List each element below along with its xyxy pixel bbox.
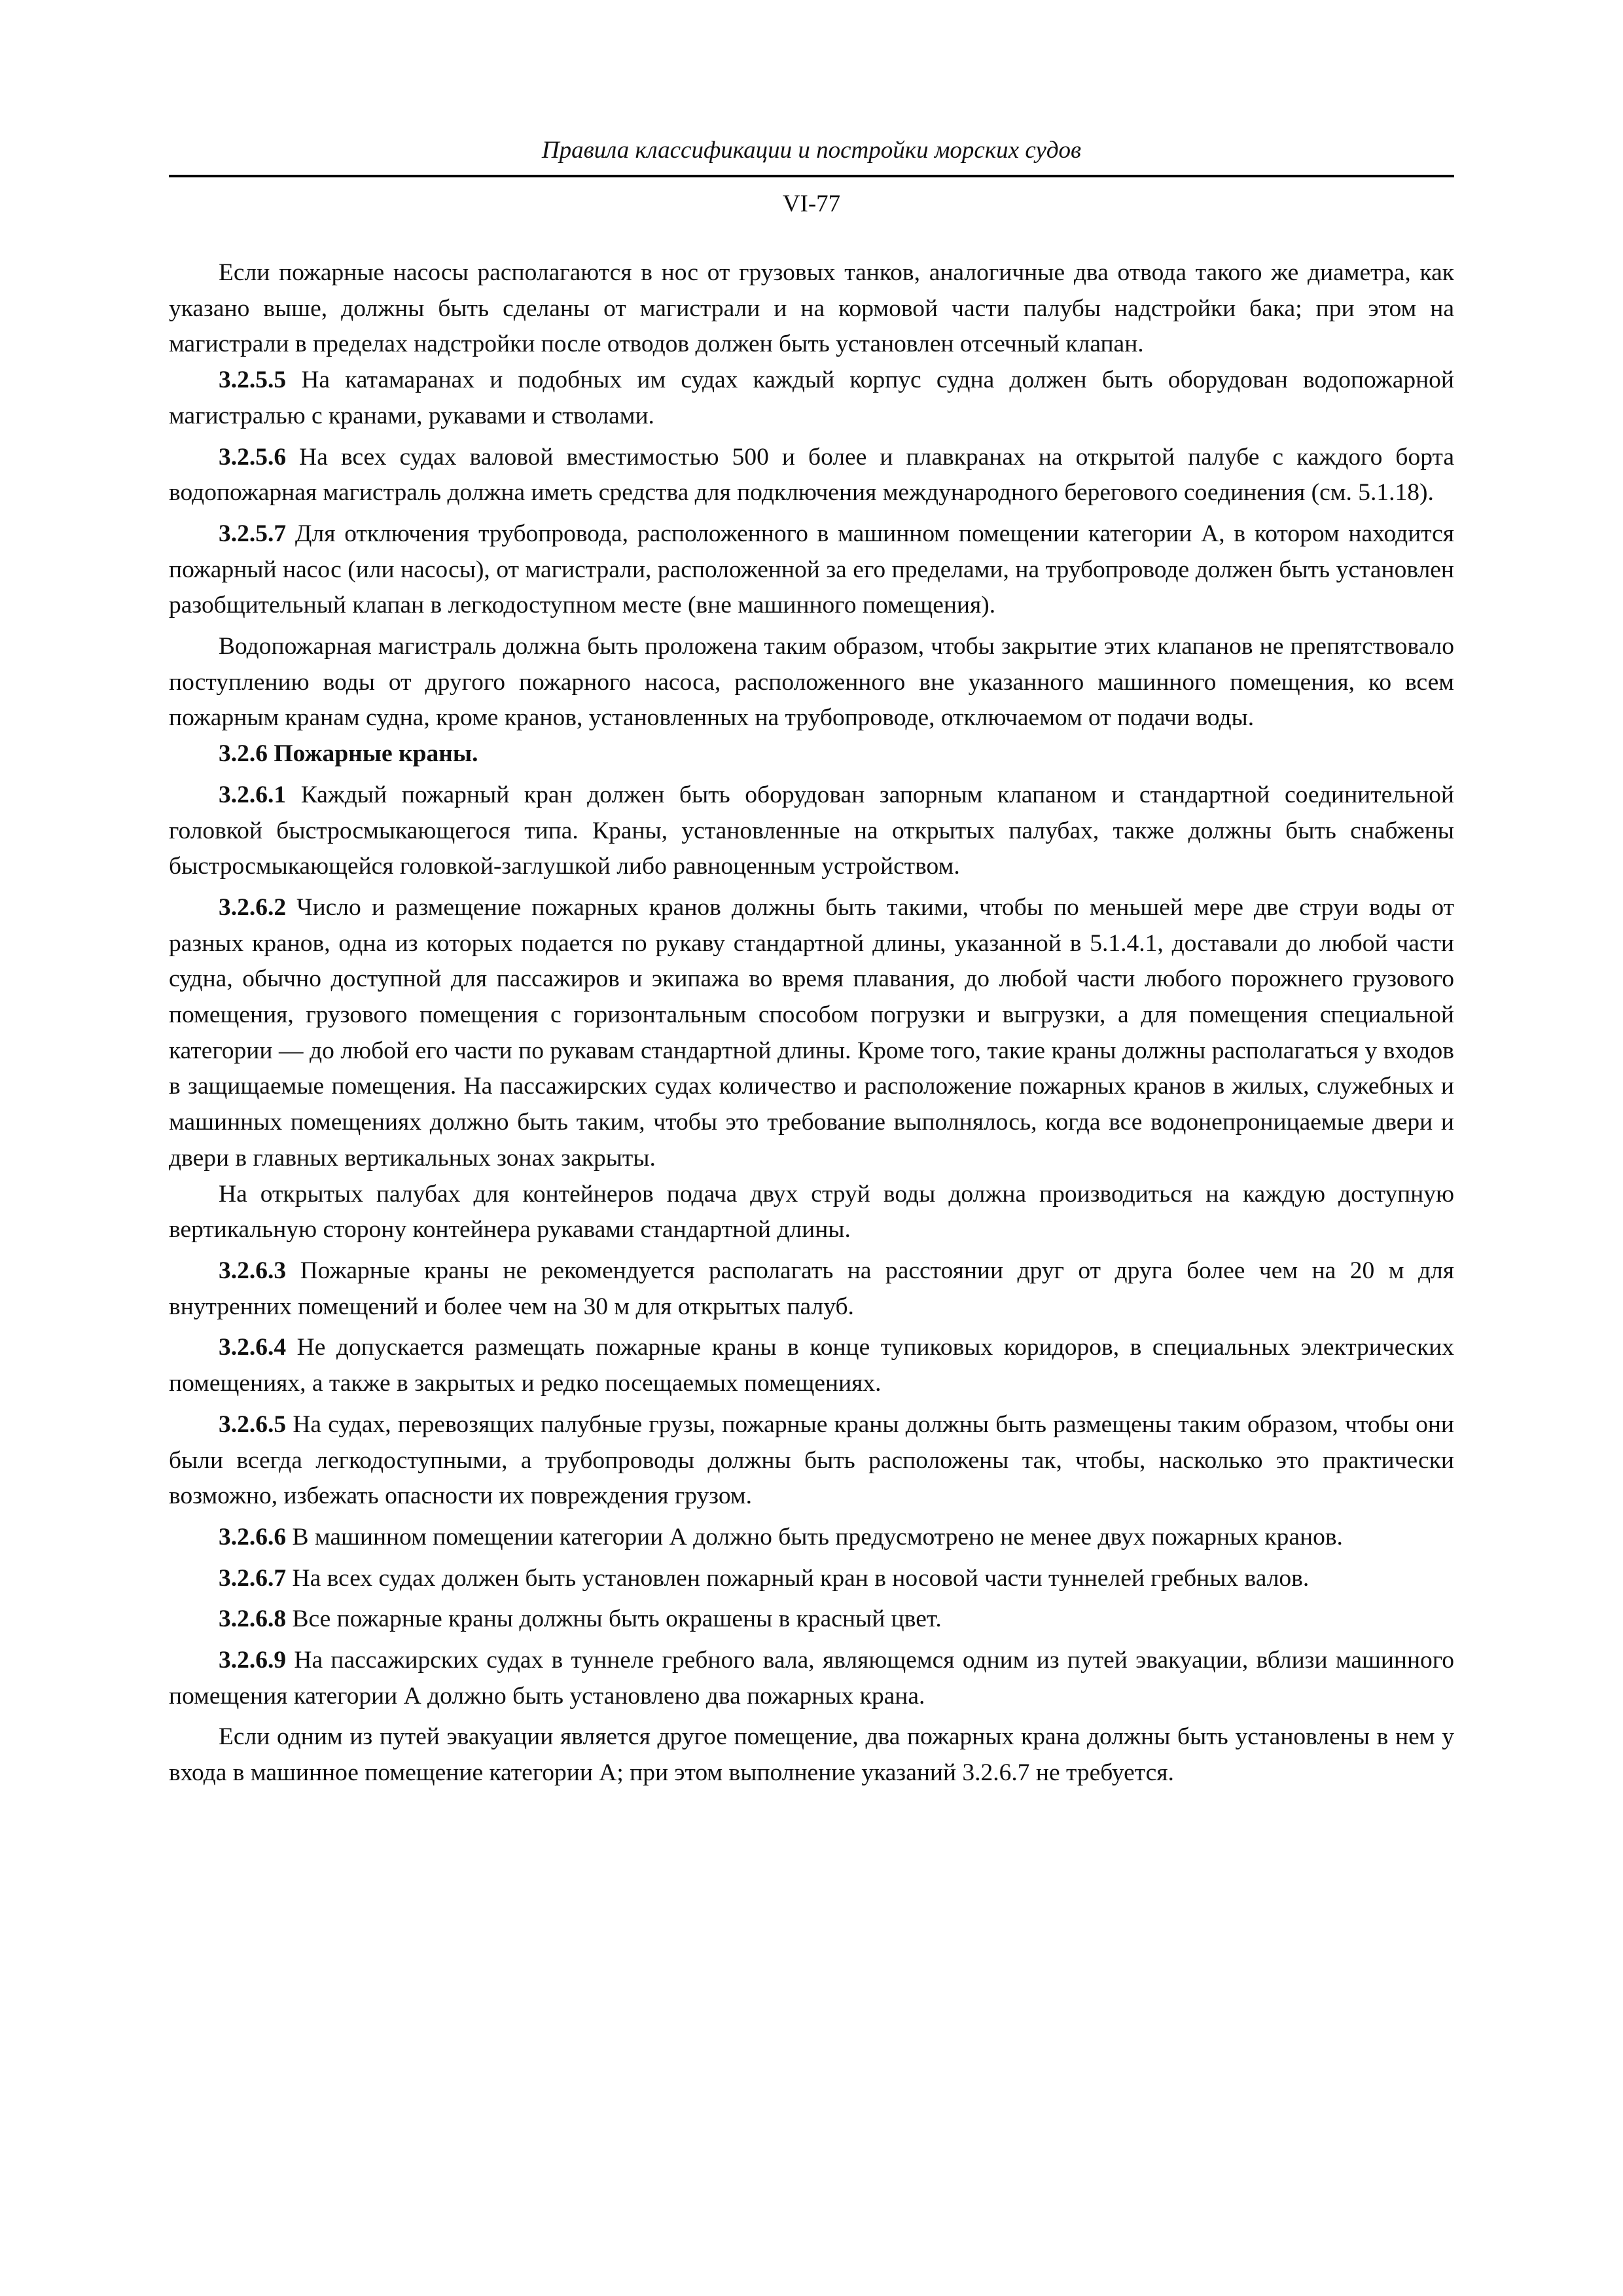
clause-number: 3.2.6.6: [219, 1523, 287, 1551]
paragraph-3-2-6-4: 3.2.6.4 Не допускается размещать пожарные краны в конце тупиковых коридоров, в специальных электрических помещениях, а также в закрытых и редко посещаемых помещениях.: [169, 1334, 1454, 1397]
section-heading-3-2-6: [169, 736, 1454, 772]
paragraph-3-2-5-7: 3.2.5.7 Для отключения трубопровода, расположенного в машинном помещении категории А, в котором находится пожарный насос (или насосы), от магистрали, расположенной за его пределами, на трубопроводе должен быть установлен разобщительный клапан в легкодоступном месте (вне машинного помещения).: [169, 520, 1454, 619]
clause-number: 3.2.6.2: [219, 893, 287, 921]
paragraph-3-2-6-6: 3.2.6.6 В машинном помещении категории А должно быть предусмотрено не менее двух пожарных кранов.: [219, 1523, 1343, 1551]
clause-number: 3.2.6.5: [219, 1410, 287, 1438]
paragraph-3-2-6-5: 3.2.6.5 На судах, перевозящих палубные грузы, пожарные краны должны быть размещены таким образом, чтобы они были всегда легкодоступными, а трубопроводы должны быть расположены так, чтобы, насколько это практически возможно, избежать опасности их повреждения грузом.: [169, 1410, 1454, 1510]
paragraph-3-2-6-9: 3.2.6.9 На пассажирских судах в туннеле гребного вала, являющемся одним из путей эвакуации, вблизи машинного помещения категории А должно быть установлено два пожарных крана.: [169, 1647, 1454, 1710]
header-rule: [169, 175, 1454, 177]
paragraph-3-2-6-1: 3.2.6.1 Каждый пожарный кран должен быть оборудован запорным клапаном и стандартной соединительной головкой быстросмыкающегося типа. Краны, установленные на открытых палубах, также должны быть снабжены быстросмыкающейся головкой-заглушкой либо равноценным устройством.: [169, 781, 1454, 880]
paragraph-containers: На открытых палубах для контейнеров подача двух струй воды должна производиться на каждую доступную вертикальную сторону контейнера рукавами стандартной длины.: [169, 1180, 1454, 1244]
paragraph-3-2-5-6: 3.2.5.6 На всех судах валовой вместимостью 500 и более и плавкранах на открытой палубе с каждого борта водопожарная магистраль должна иметь средства для подключения международного берегового соединения (см. 5.1.18).: [169, 443, 1454, 507]
clause-number: 3.2.5.7: [219, 520, 287, 547]
clause-number: 3.2.6.3: [219, 1257, 287, 1284]
paragraph-continued: Если пожарные насосы располагаются в нос от грузовых танков, аналогичные два отвода такого же диаметра, как указано выше, должны быть сделаны от магистрали и на кормовой части палубы надстройки бака; при этом на магистрали в пределах надстройки после отводов должен быть установлен отсечный клапан.: [169, 259, 1454, 358]
paragraph-3-2-5-5: 3.2.5.5 На катамаранах и подобных им судах каждый корпус судна должен быть оборудован водопожарной магистралью с кранами, рукавами и стволами.: [169, 367, 1454, 429]
paragraph-3-2-6-2: 3.2.6.2 Число и размещение пожарных кранов должны быть такими, чтобы по меньшей мере две струи воды от разных кранов, одна из которых подается по рукаву стандартной длины, указанной в 5.1.4.1, доставали до любой части судна, обычно доступной для пассажиров и экипажа во время плавания, до любой части любого порожнего грузового помещения, грузового помещения с горизонтальным способом погрузки и выгрузки, а для помещения специальной категории — до любой его части по рукавам стандартной длины. Кроме того, такие краны должны располагаться у входов в защищаемые помещения. На пассажирских судах количество и расположение пожарных кранов в жилых, служебных и машинных помещениях должно быть таким, чтобы это требование выполнялось, когда все водонепроницаемые двери и двери в главных вертикальных зонах закрыты.: [169, 893, 1454, 1172]
paragraph-3-2-6-3: 3.2.6.3 Пожарные краны не рекомендуется располагать на расстоянии друг от друга более чем на 20 м для внутренних помещений и более чем на 30 м для открытых палуб.: [169, 1257, 1454, 1320]
clause-number: 3.2.6.7: [219, 1564, 287, 1592]
paragraph-water-main: Водопожарная магистраль должна быть проложена таким образом, чтобы закрытие этих клапанов не препятствовало поступлению воды от другого пожарного насоса, расположенного вне указанного машинного помещения, ко всем пожарным кранам судна, кроме кранов, установленных на трубопроводе, отключаемом от подачи воды.: [169, 633, 1454, 732]
clause-number: 3.2.5.6: [219, 443, 287, 471]
paragraph-evacuation: Если одним из путей эвакуации является другое помещение, два пожарных крана должны быть установлены в нем у входа в машинное помещение категории А; при этом выполнение указаний 3.2.6.7 не требуется.: [169, 1723, 1454, 1787]
paragraph-3-2-6-8: 3.2.6.8 Все пожарные краны должны быть окрашены в красный цвет.: [219, 1605, 942, 1633]
clause-number: 3.2.6.4: [219, 1334, 287, 1361]
running-header: Правила классификации и постройки морских судов: [541, 137, 1082, 164]
clause-number: 3.2.6.8: [219, 1605, 287, 1633]
paragraph-3-2-6-7: 3.2.6.7 На всех судах должен быть установлен пожарный кран в носовой части туннелей гребных валов.: [219, 1564, 1310, 1592]
page-number: VI-77: [782, 190, 841, 217]
clause-number: 3.2.5.5: [219, 367, 287, 394]
clause-number: 3.2.6.9: [219, 1647, 287, 1674]
body-text: [169, 255, 1454, 1791]
clause-number: 3.2.6.1: [219, 781, 287, 808]
section-heading: 3.2.6 Пожарные краны.: [219, 740, 478, 768]
